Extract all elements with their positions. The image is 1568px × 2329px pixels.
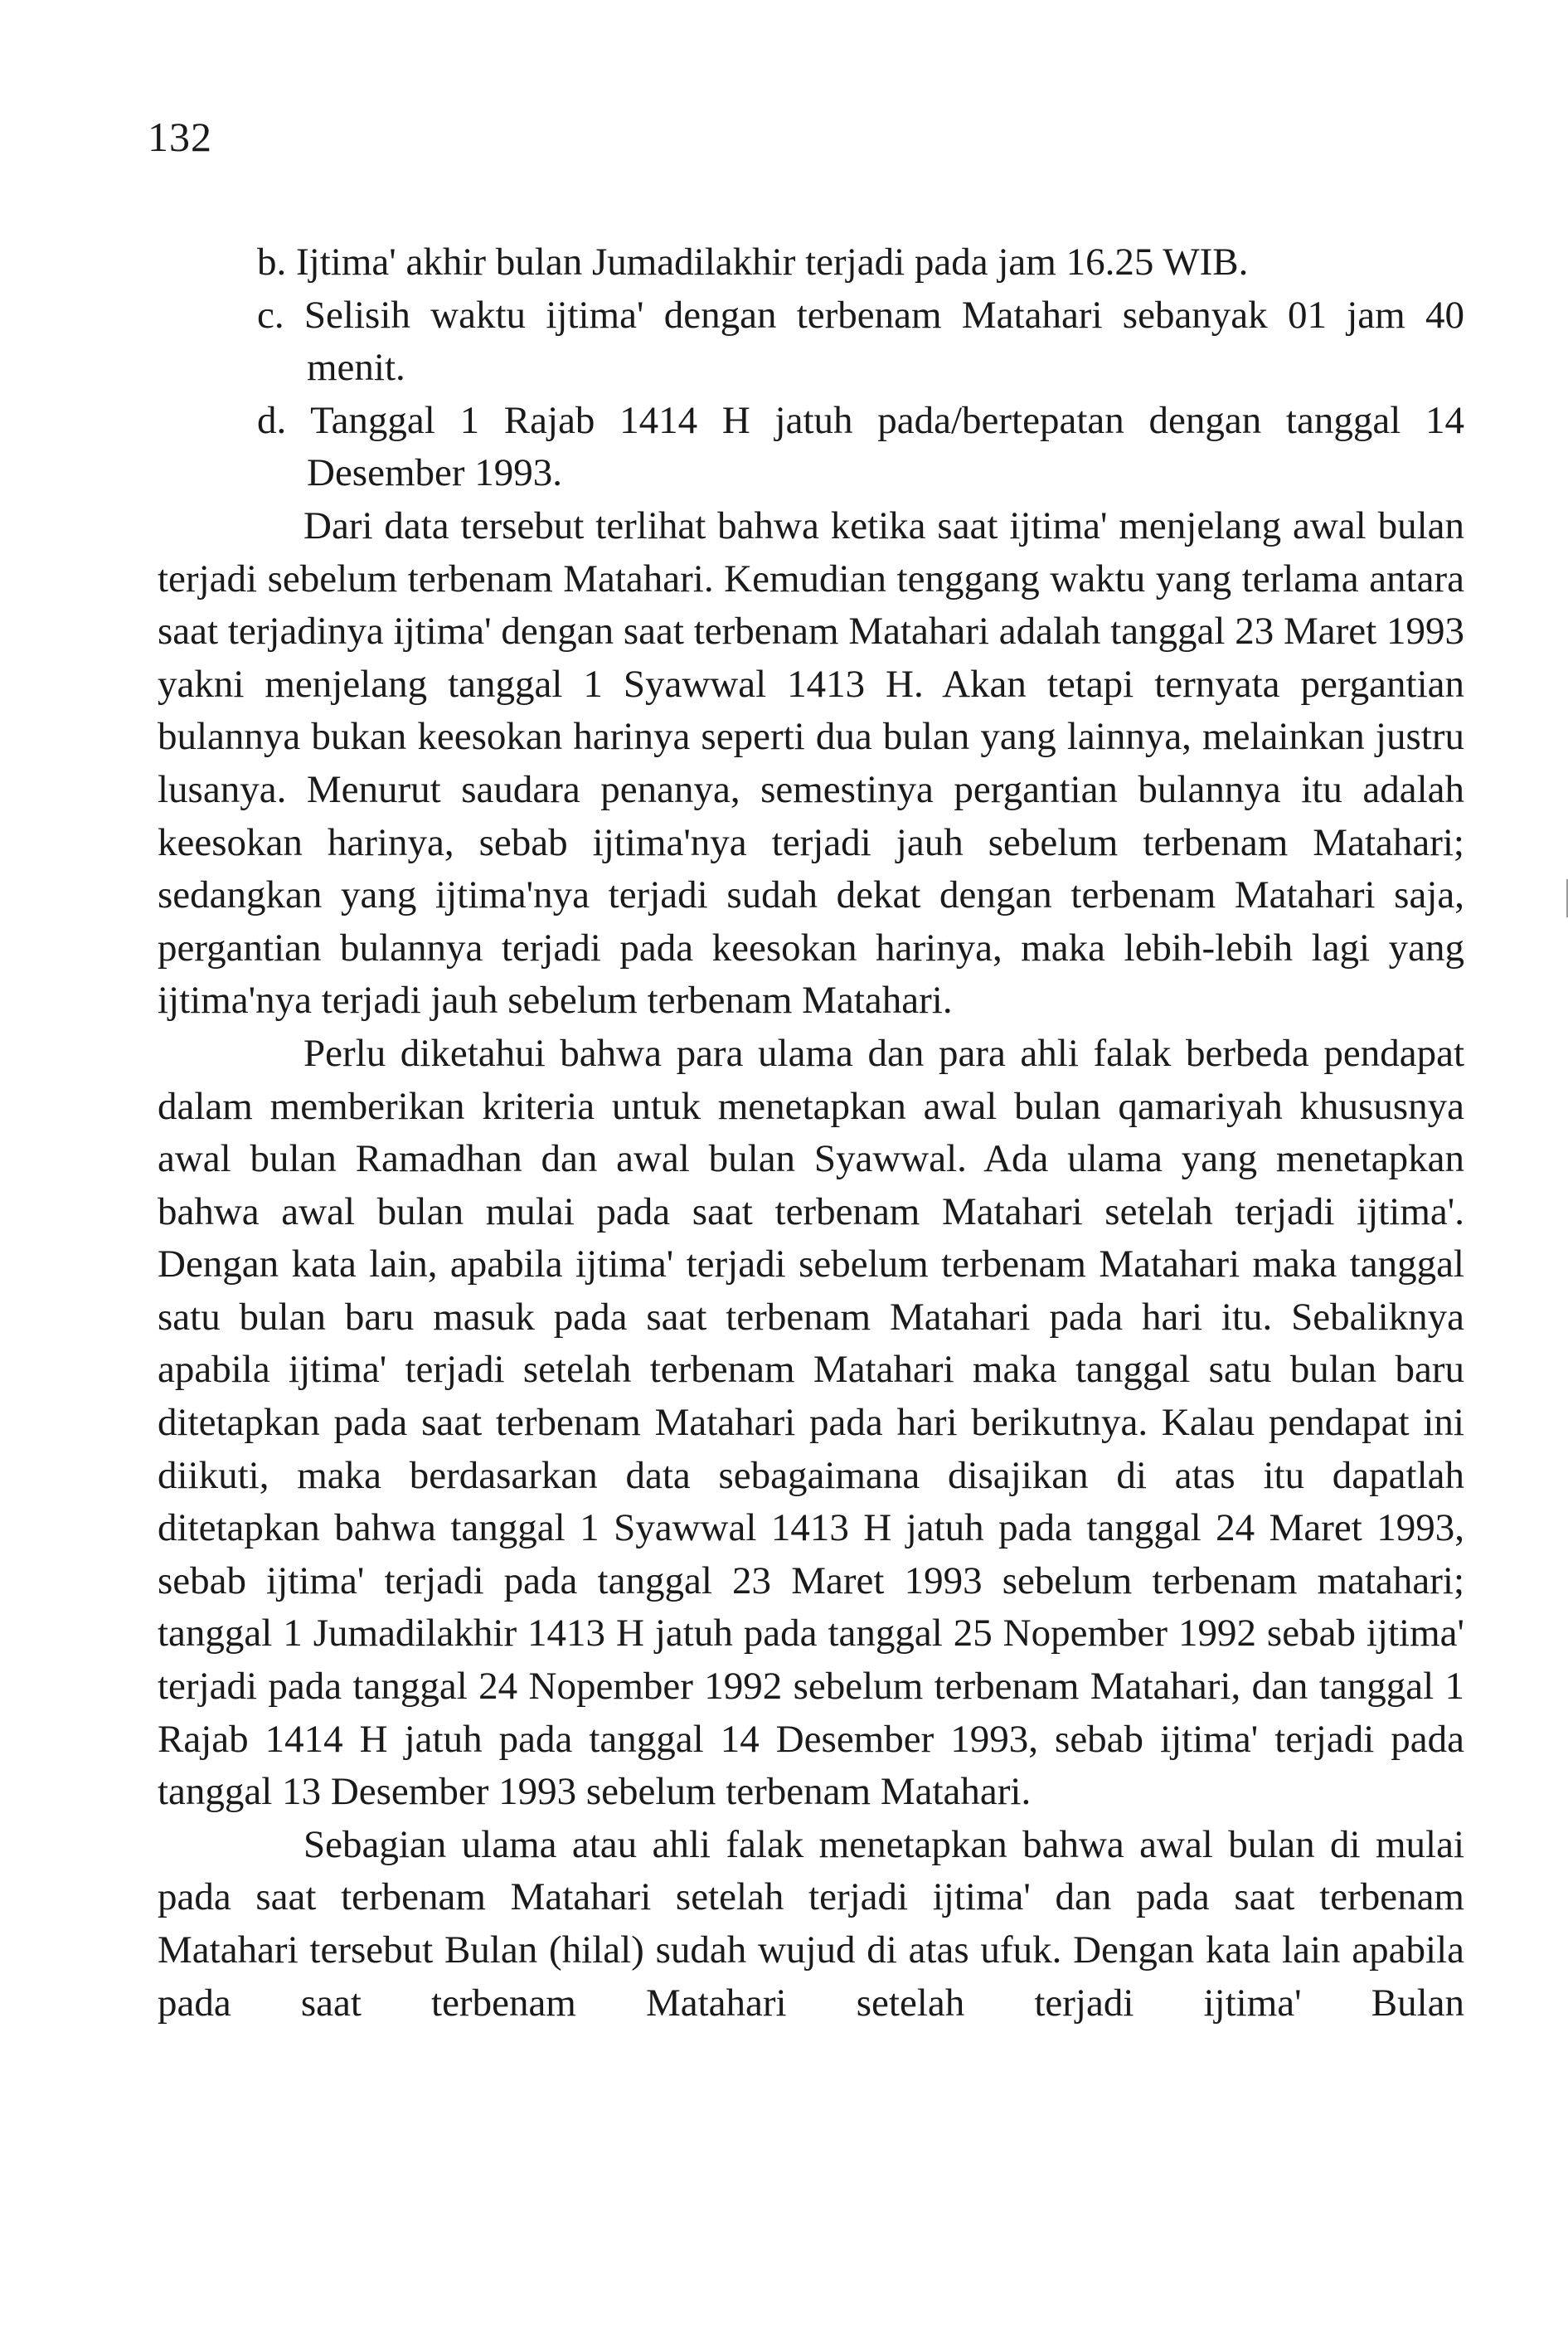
list-text: Tanggal 1 Rajab 1414 H jatuh pada/bertepatan dengan tanggal 14 Desember 1993.	[307, 398, 1464, 495]
list-item-d	[257, 395, 1464, 500]
paragraph-data-analysis: Dari data tersebut terlihat bahwa ketika saat ijtima' menjelang awal bulan terjadi sebelum terbenam Matahari. Kemudian tenggang waktu yang terlama antara saat terjadinya ijtima' dengan saat terbenam Matahari adalah tanggal 23 Maret 1993 yakni menjelang tanggal 1 Syawwal 1413 H. Akan tetapi ternyata pergantian bulannya bukan keesokan harinya seperti dua bulan yang lainnya, melainkan justru lusanya. Menurut saudara penanya, semestinya pergantian bulannya itu adalah keesokan harinya, sebab ijtima'nya terjadi jauh sebelum terbenam Matahari; sedangkan yang ijtima'nya terjadi sudah dekat dengan terbenam Matahari saja, pergantian bulannya terjadi pada keesokan harinya, maka lebih-lebih lagi yang ijtima'nya terjadi jauh sebelum terbenam Matahari.	[158, 503, 1464, 1023]
list-text: Selisih waktu ijtima' dengan terbenam Matahari sebanyak 01 jam 40 menit.	[303, 293, 1465, 390]
paragraph-hilal-wujud: Sebagian ulama atau ahli falak menetapkan bahwa awal bulan di mulai pada saat terbenam Matahari setelah terjadi ijtima' dan pada saat terbenam Matahari tersebut Bulan (hilal) sudah wujud di atas ufuk. Dengan kata lain apabila pada saat terbenam Matahari setelah terjadi ijtima' Bulan	[158, 1822, 1464, 2025]
list-text: Ijtima' akhir bulan Jumadilakhir terjadi pada jam 16.25 WIB.	[296, 241, 1249, 284]
list-item-c	[257, 289, 1464, 395]
paragraph-ulama-criteria: Perlu diketahui bahwa para ulama dan para ahli falak berbeda pendapat dalam memberikan kriteria untuk menetapkan awal bulan qamariyah khususnya awal bulan Ramadhan dan awal bulan Syawwal. Ada ulama yang menetapkan bahwa awal bulan mulai pada saat terbenam Matahari setelah terjadi ijtima'. Dengan kata lain, apabila ijtima' terjadi sebelum terbenam Matahari maka tanggal satu bulan baru masuk pada saat terbenam Matahari pada hari itu. Sebaliknya apabila ijtima' terjadi setelah terbenam Matahari maka tanggal satu bulan baru ditetapkan pada saat terbenam Matahari pada hari berikutnya. Kalau pendapat ini diikuti, maka berdasarkan data sebagaimana disajikan di atas itu dapatlah ditetapkan bahwa tanggal 1 Syawwal 1413 H jatuh pada tanggal 24 Maret 1993, sebab ijtima' terjadi pada tanggal 23 Maret 1993 sebelum terbenam matahari; tanggal 1 Jumadilakhir 1413 H jatuh pada tanggal 25 Nopember 1992 sebab ijtima' terjadi pada tanggal 24 Nopember 1992 sebelum terbenam Matahari, dan tanggal 1 Rajab 1414 H jatuh pada tanggal 14 Desember 1993, sebab ijtima' terjadi pada tanggal 13 Desember 1993 sebelum terbenam Matahari.	[158, 1031, 1464, 1814]
list-item-b	[257, 236, 1464, 289]
list-marker: c.	[257, 293, 284, 337]
page-number: 132	[148, 114, 212, 160]
page-body	[158, 236, 1464, 2030]
list-marker: b.	[257, 241, 287, 284]
list-marker: d.	[257, 398, 287, 442]
